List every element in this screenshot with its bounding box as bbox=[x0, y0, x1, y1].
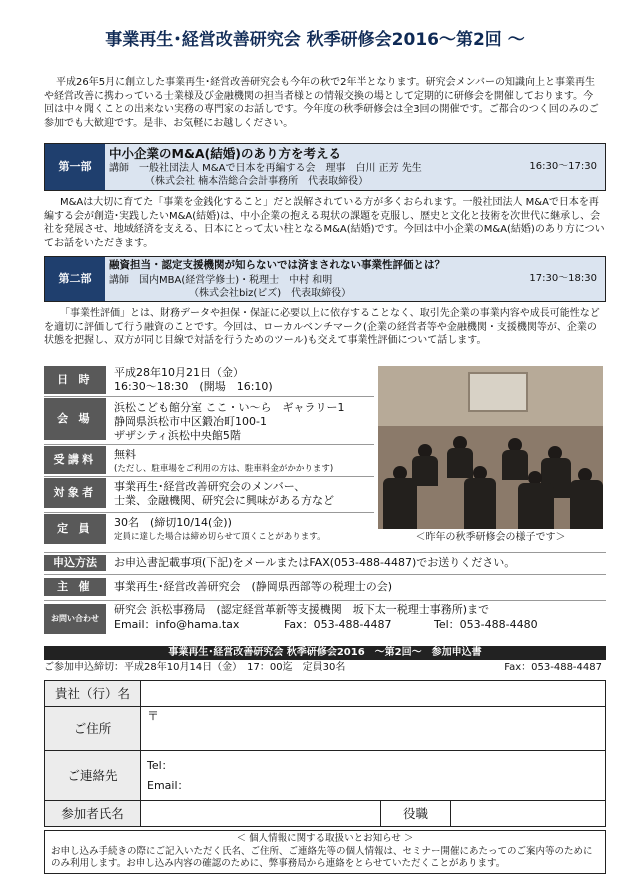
tel-label: Tel： bbox=[147, 758, 173, 772]
postal-mark: 〒 bbox=[147, 709, 160, 723]
session-1-time: 16:30～17:30 bbox=[529, 161, 597, 172]
privacy-notice-text: お申し込み手続きの際にご記入いただく氏名、ご住所、ご連絡先等の個人情報は、セミナー開催にあたってのご案内等のためにのみ利用します。お申し込み内容の確認のために、弊事務局から連絡をとらせていただくことがあります。 bbox=[51, 845, 593, 869]
privacy-notice-title: ＜ 個人情報に関する取扱いとお知らせ ＞ bbox=[236, 833, 414, 844]
page-title: 事業再生･経営改善研究会 秋季研修会2016～第2回 ～ bbox=[105, 30, 525, 50]
date-label: 日 時 bbox=[44, 366, 106, 394]
form-deadline: ご参加申込締切：平成28年10月14日（金） 17：00迄 定員30名 bbox=[44, 662, 346, 673]
participant-name-label: 参加者氏名 bbox=[45, 801, 141, 827]
session-1-title: 中小企業のM&A(結婚)のあり方を考える bbox=[109, 146, 341, 161]
host-row bbox=[44, 574, 606, 598]
session-2-title: 融資担当・認定支援機関が知らないでは済まされない事業性評価とは？ bbox=[109, 259, 445, 271]
application-form bbox=[44, 680, 606, 827]
fee-label: 受講料 bbox=[44, 446, 106, 474]
session-1 bbox=[44, 143, 606, 191]
venue-line-1: 浜松こども館分室 ここ・い～ら ギャラリー1 bbox=[114, 401, 345, 414]
session-2-time: 17:30～18:30 bbox=[529, 273, 597, 284]
email-label: Email： bbox=[147, 778, 189, 792]
session-1-affiliation: （株式会社 楠本浩総合会計事務所 代表取締役） bbox=[145, 176, 369, 187]
session-2-tag: 第二部 bbox=[45, 257, 105, 301]
session-2-affiliation: （株式会社biz(ビズ) 代表取締役） bbox=[189, 288, 352, 299]
host-label: 主 催 bbox=[44, 578, 106, 596]
participant-name-field[interactable] bbox=[141, 801, 381, 827]
session-1-description: M&Aは大切に育てた「事業を金銭化すること」だと誤解されている方が多くおられます。一般社団法人 M&Aで日本を再編する会が創造･実践したいM&A(結婚)は、中小企業の抱える現状の課題を克服し、歴史と文化と技術を次世代に継承し、会社を発展させ、地域経済を支える、日本にとって太い柱となるM&A(結婚)です。今回は中小企業のM&A(結婚)のあり方についてお話をいただきます。 bbox=[44, 197, 605, 249]
session-1-speaker: 講師 一般社団法人 M&Aで日本を再編する会 理事 白川 正芳 先生 bbox=[109, 163, 422, 174]
address-field[interactable] bbox=[141, 707, 606, 751]
role-label: 役職 bbox=[381, 801, 451, 827]
photo-caption: ＜昨年の秋季研修会の様子です＞ bbox=[415, 532, 566, 543]
form-fax: Fax：053-488-4487 bbox=[504, 662, 602, 673]
session-2-body bbox=[109, 259, 505, 300]
divider bbox=[44, 396, 374, 397]
privacy-notice bbox=[44, 830, 606, 874]
contact-tel: Tel：053-488-4480 bbox=[434, 618, 538, 631]
contact-info-label: ご連絡先 bbox=[45, 751, 141, 801]
divider bbox=[44, 512, 374, 513]
target-line-1: 事業再生･経営改善研究会のメンバー、 bbox=[114, 480, 306, 493]
company-field[interactable] bbox=[141, 681, 606, 707]
contact-email[interactable]: Email：info@hama.tax bbox=[114, 618, 240, 631]
address-label: ご住所 bbox=[45, 707, 141, 751]
company-label: 貴社（行）名 bbox=[45, 681, 141, 707]
capacity-line-1: 30名 (締切10/14(金)) bbox=[114, 516, 232, 529]
contact-row bbox=[44, 600, 606, 634]
seminar-photo bbox=[378, 366, 603, 529]
session-2-description: 「事業性評価」とは、財務データや担保・保証に必要以上に依存することなく、取引先企業の事業内容や成長可能性などを適切に評価して行う融資のことです。今回は、ローカルベンチマーク(企業の経営者等や金融機関・支援機関等が、企業の状態を把握し、双方が同じ目線で対話を行うためのツール)も交えて事業性評価について話します。 bbox=[44, 308, 600, 346]
apply-text: お申込書記載事項(下記)をメールまたはFAX(053-488-4487)でお送りください。 bbox=[114, 556, 516, 569]
fee-line-2: (ただし、駐車場をご利用の方は、駐車料金がかかります) bbox=[114, 464, 334, 474]
venue-line-2: 静岡県浜松市中区鍛冶町100-1 bbox=[114, 415, 267, 428]
target-label: 対象者 bbox=[44, 478, 106, 508]
contact-line-1: 研究会 浜松事務局 (認定経営革新等支援機関 坂下太一税理士事務所)まで bbox=[114, 603, 490, 616]
divider bbox=[44, 476, 374, 477]
target-line-2: 士業、金融機関、研究会に興味がある方など bbox=[114, 494, 334, 507]
capacity-label: 定 員 bbox=[44, 514, 106, 544]
venue-label: 会 場 bbox=[44, 398, 106, 440]
divider bbox=[44, 444, 374, 445]
date-line-2: 16:30～18:30 (開場 16:10) bbox=[114, 380, 273, 393]
apply-label: 申込方法 bbox=[44, 555, 106, 571]
session-2 bbox=[44, 256, 606, 302]
intro-text: 平成26年5月に創立した事業再生･経営改善研究会も今年の秋で2年半となります。研究会メンバーの知識向上と事業再生や経営改善に携わっている士業様及び金融機関の担当者様との情報交換の場として定期的に研修会を開催しております。今回は中々聞くことの出来ない実務の専門家のお話しです。今年度の秋季研修会は全3回の開催です。ご都合のつく回のみのご参加でも大歓迎です。是非、お気軽にお越しください。 bbox=[44, 77, 599, 129]
session-2-speaker: 講師 国内MBA(経営学修士)・税理士 中村 和明 bbox=[109, 275, 333, 286]
host-text: 事業再生･経営改善研究会 (静岡県西部等の税理士の会) bbox=[114, 580, 393, 593]
form-header: 事業再生･経営改善研究会 秋季研修会2016 ～第2回～ 参加申込書 bbox=[44, 646, 606, 660]
capacity-line-2: 定員に達した場合は締め切らせて頂くことがあります。 bbox=[114, 532, 326, 542]
contact-fax: Fax：053-488-4487 bbox=[284, 618, 392, 631]
contact-info-field[interactable] bbox=[141, 751, 606, 801]
role-field[interactable] bbox=[451, 801, 606, 827]
venue-line-3: ザザシティ浜松中央館5階 bbox=[114, 429, 241, 442]
apply-row bbox=[44, 552, 606, 572]
session-1-body bbox=[109, 146, 505, 188]
contact-label: お問い合わせ bbox=[44, 604, 106, 634]
fee-line-1: 無料 bbox=[114, 448, 136, 461]
session-1-tag: 第一部 bbox=[45, 144, 105, 190]
date-line-1: 平成28年10月21日（金） bbox=[114, 366, 244, 379]
event-info bbox=[44, 366, 374, 546]
